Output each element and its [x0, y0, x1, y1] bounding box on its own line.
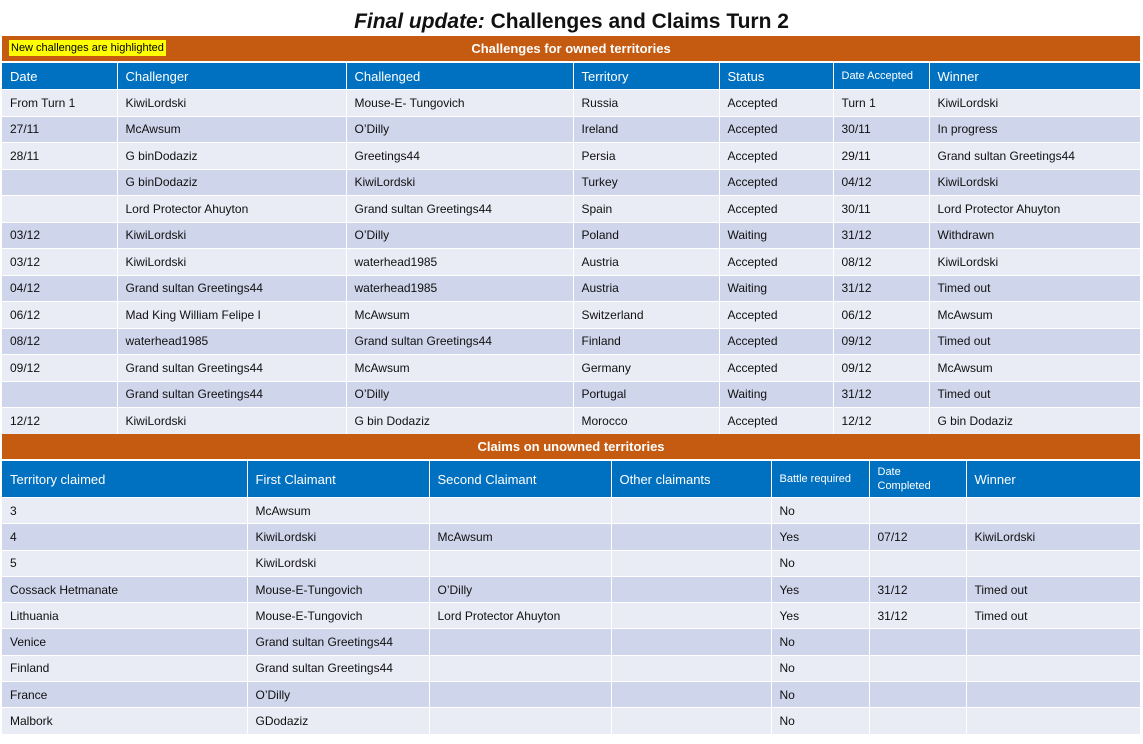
cell-winner: Timed out: [929, 381, 1140, 408]
col-header-winner: Winner: [929, 63, 1140, 90]
table-row: [2, 576, 1140, 602]
cell-status: Waiting: [719, 275, 833, 302]
cell-status: Accepted: [719, 408, 833, 435]
cell-winner: KiwiLordski: [929, 249, 1140, 276]
cell-winner: Timed out: [929, 275, 1140, 302]
col-header-territory: Territory: [573, 63, 719, 90]
col-header-other-claimants: Other claimants: [611, 461, 771, 498]
cell-other-claimants: [611, 576, 771, 602]
cell-date-accepted: 12/12: [833, 408, 929, 435]
table-row: [2, 381, 1140, 408]
cell-territory-claimed: France: [2, 682, 247, 708]
cell-challenged: Grand sultan Greetings44: [346, 328, 573, 355]
cell-challenged: McAwsum: [346, 302, 573, 329]
cell-winner: Timed out: [929, 328, 1140, 355]
cell-first-claimant: KiwiLordski: [247, 550, 429, 576]
cell-date-accepted: 09/12: [833, 328, 929, 355]
cell-date-completed: [869, 550, 966, 576]
cell-challenger: G binDodaziz: [117, 169, 346, 196]
col-header-status: Status: [719, 63, 833, 90]
cell-other-claimants: [611, 550, 771, 576]
table-row: [2, 408, 1140, 435]
cell-date-completed: [869, 708, 966, 734]
cell-territory: Spain: [573, 196, 719, 223]
cell-date: 12/12: [2, 408, 117, 435]
cell-date: 08/12: [2, 328, 117, 355]
cell-challenged: O’Dilly: [346, 222, 573, 249]
table-row: [2, 655, 1140, 681]
cell-status: Accepted: [719, 355, 833, 382]
cell-status: Accepted: [719, 90, 833, 117]
cell-winner: [966, 682, 1140, 708]
cell-first-claimant: Mouse-E-Tungovich: [247, 576, 429, 602]
cell-status: Waiting: [719, 222, 833, 249]
cell-challenged: Grand sultan Greetings44: [346, 196, 573, 223]
cell-challenged: waterhead1985: [346, 275, 573, 302]
cell-challenger: McAwsum: [117, 116, 346, 143]
cell-date: 04/12: [2, 275, 117, 302]
cell-date-completed: 31/12: [869, 576, 966, 602]
title-main: Challenges and Claims Turn 2: [490, 10, 789, 33]
cell-winner: [966, 498, 1140, 524]
cell-date-accepted: 30/11: [833, 116, 929, 143]
cell-territory: Ireland: [573, 116, 719, 143]
cell-second-claimant: [429, 550, 611, 576]
cell-winner: KiwiLordski: [929, 90, 1140, 117]
table-row: [2, 90, 1140, 117]
cell-winner: KiwiLordski: [929, 169, 1140, 196]
cell-battle-required: Yes: [771, 603, 869, 629]
cell-winner: [966, 655, 1140, 681]
cell-challenged: KiwiLordski: [346, 169, 573, 196]
cell-winner: [966, 550, 1140, 576]
cell-first-claimant: Mouse-E-Tungovich: [247, 603, 429, 629]
cell-territory: Germany: [573, 355, 719, 382]
cell-challenged: O’Dilly: [346, 116, 573, 143]
cell-date-completed: [869, 498, 966, 524]
cell-winner: Grand sultan Greetings44: [929, 143, 1140, 170]
cell-winner: [966, 708, 1140, 734]
cell-first-claimant: Grand sultan Greetings44: [247, 655, 429, 681]
cell-challenger: KiwiLordski: [117, 408, 346, 435]
cell-battle-required: No: [771, 629, 869, 655]
cell-challenger: G binDodaziz: [117, 143, 346, 170]
cell-first-claimant: Grand sultan Greetings44: [247, 629, 429, 655]
cell-date-accepted: 31/12: [833, 275, 929, 302]
cell-challenger: KiwiLordski: [117, 249, 346, 276]
cell-winner: McAwsum: [929, 302, 1140, 329]
cell-challenger: KiwiLordski: [117, 90, 346, 117]
cell-challenged: O’Dilly: [346, 381, 573, 408]
cell-battle-required: No: [771, 655, 869, 681]
cell-challenged: G bin Dodaziz: [346, 408, 573, 435]
cell-second-claimant: [429, 629, 611, 655]
date-completed-label: Date Completed: [877, 466, 931, 492]
table-header-row: [2, 63, 1140, 90]
section-heading-text: Challenges for owned territories: [471, 41, 671, 56]
cell-winner: In progress: [929, 116, 1140, 143]
page-title: [0, 6, 1143, 38]
cell-second-claimant: [429, 655, 611, 681]
cell-second-claimant: [429, 682, 611, 708]
cell-other-claimants: [611, 498, 771, 524]
cell-other-claimants: [611, 708, 771, 734]
cell-territory-claimed: Finland: [2, 655, 247, 681]
table-row: [2, 498, 1140, 524]
cell-date-accepted: 08/12: [833, 249, 929, 276]
col-header-date-accepted: Date Accepted: [833, 63, 929, 90]
cell-first-claimant: McAwsum: [247, 498, 429, 524]
cell-territory-claimed: Lithuania: [2, 603, 247, 629]
table-row: [2, 355, 1140, 382]
cell-winner: Lord Protector Ahuyton: [929, 196, 1140, 223]
table-row: [2, 249, 1140, 276]
cell-territory-claimed: Cossack Hetmanate: [2, 576, 247, 602]
cell-battle-required: Yes: [771, 524, 869, 550]
cell-status: Accepted: [719, 302, 833, 329]
highlight-legend: New challenges are highlighted: [11, 42, 164, 54]
table-row: [2, 629, 1140, 655]
cell-challenger: Lord Protector Ahuyton: [117, 196, 346, 223]
col-header-winner: Winner: [966, 461, 1140, 498]
cell-date: 27/11: [2, 116, 117, 143]
cell-other-claimants: [611, 682, 771, 708]
cell-winner: G bin Dodaziz: [929, 408, 1140, 435]
cell-date-accepted: 09/12: [833, 355, 929, 382]
table-row: [2, 524, 1140, 550]
cell-date-completed: [869, 629, 966, 655]
table-row: [2, 550, 1140, 576]
cell-battle-required: No: [771, 682, 869, 708]
cell-second-claimant: Lord Protector Ahuyton: [429, 603, 611, 629]
cell-date-accepted: 30/11: [833, 196, 929, 223]
table-row: [2, 275, 1140, 302]
cell-date: [2, 169, 117, 196]
cell-challenged: Mouse-E- Tungovich: [346, 90, 573, 117]
table-row: [2, 116, 1140, 143]
cell-battle-required: Yes: [771, 576, 869, 602]
cell-date-completed: 31/12: [869, 603, 966, 629]
table-row: [2, 143, 1140, 170]
col-header-second-claimant: Second Claimant: [429, 461, 611, 498]
col-header-date: Date: [2, 63, 117, 90]
cell-challenger: waterhead1985: [117, 328, 346, 355]
cell-winner: KiwiLordski: [966, 524, 1140, 550]
title-italic: Final update:: [354, 10, 485, 33]
cell-date: 03/12: [2, 249, 117, 276]
cell-other-claimants: [611, 655, 771, 681]
cell-challenger: Grand sultan Greetings44: [117, 355, 346, 382]
cell-winner: Timed out: [966, 603, 1140, 629]
cell-first-claimant: GDodaziz: [247, 708, 429, 734]
cell-date: 06/12: [2, 302, 117, 329]
cell-date-accepted: 04/12: [833, 169, 929, 196]
cell-date: From Turn 1: [2, 90, 117, 117]
cell-challenged: Greetings44: [346, 143, 573, 170]
cell-date-accepted: 31/12: [833, 222, 929, 249]
cell-territory: Persia: [573, 143, 719, 170]
cell-first-claimant: O’Dilly: [247, 682, 429, 708]
cell-date: [2, 381, 117, 408]
cell-date-completed: 07/12: [869, 524, 966, 550]
cell-date-accepted: Turn 1: [833, 90, 929, 117]
cell-territory-claimed: 3: [2, 498, 247, 524]
cell-date-completed: [869, 682, 966, 708]
cell-status: Accepted: [719, 196, 833, 223]
col-header-challenger: Challenger: [117, 63, 346, 90]
section-heading-claims: [2, 434, 1140, 459]
cell-territory-claimed: 4: [2, 524, 247, 550]
cell-winner: [966, 629, 1140, 655]
cell-second-claimant: [429, 708, 611, 734]
cell-status: Accepted: [719, 116, 833, 143]
cell-status: Accepted: [719, 169, 833, 196]
cell-battle-required: No: [771, 550, 869, 576]
cell-territory: Austria: [573, 275, 719, 302]
cell-date-accepted: 29/11: [833, 143, 929, 170]
cell-other-claimants: [611, 603, 771, 629]
cell-date: 03/12: [2, 222, 117, 249]
cell-winner: Withdrawn: [929, 222, 1140, 249]
cell-other-claimants: [611, 524, 771, 550]
cell-winner: McAwsum: [929, 355, 1140, 382]
table-row: [2, 708, 1140, 734]
cell-territory: Poland: [573, 222, 719, 249]
cell-territory: Russia: [573, 90, 719, 117]
table-row: [2, 196, 1140, 223]
cell-status: Accepted: [719, 249, 833, 276]
cell-battle-required: No: [771, 498, 869, 524]
cell-second-claimant: O’Dilly: [429, 576, 611, 602]
cell-date: 09/12: [2, 355, 117, 382]
cell-challenged: McAwsum: [346, 355, 573, 382]
table-header-row: [2, 461, 1140, 498]
cell-challenged: waterhead1985: [346, 249, 573, 276]
table-row: [2, 328, 1140, 355]
claims-table: [2, 461, 1141, 735]
col-header-date-completed: [869, 461, 966, 498]
section-heading-challenges: [2, 36, 1140, 61]
col-header-first-claimant: First Claimant: [247, 461, 429, 498]
table-row: [2, 302, 1140, 329]
col-header-challenged: Challenged: [346, 63, 573, 90]
table-row: [2, 603, 1140, 629]
cell-battle-required: No: [771, 708, 869, 734]
cell-challenger: KiwiLordski: [117, 222, 346, 249]
cell-second-claimant: [429, 498, 611, 524]
cell-territory: Morocco: [573, 408, 719, 435]
cell-territory: Austria: [573, 249, 719, 276]
table-row: [2, 222, 1140, 249]
section-heading-text: Claims on unowned territories: [477, 439, 665, 454]
table-row: [2, 169, 1140, 196]
cell-date: 28/11: [2, 143, 117, 170]
cell-status: Accepted: [719, 143, 833, 170]
cell-date-accepted: 06/12: [833, 302, 929, 329]
cell-challenger: Grand sultan Greetings44: [117, 381, 346, 408]
table-row: [2, 682, 1140, 708]
cell-territory-claimed: Malbork: [2, 708, 247, 734]
cell-challenger: Mad King William Felipe I: [117, 302, 346, 329]
cell-date: [2, 196, 117, 223]
cell-other-claimants: [611, 629, 771, 655]
cell-status: Waiting: [719, 381, 833, 408]
cell-first-claimant: KiwiLordski: [247, 524, 429, 550]
cell-date-accepted: 31/12: [833, 381, 929, 408]
cell-second-claimant: McAwsum: [429, 524, 611, 550]
cell-territory-claimed: Venice: [2, 629, 247, 655]
cell-challenger: Grand sultan Greetings44: [117, 275, 346, 302]
cell-territory: Switzerland: [573, 302, 719, 329]
col-header-battle-required: Battle required: [771, 461, 869, 498]
cell-territory-claimed: 5: [2, 550, 247, 576]
cell-territory: Finland: [573, 328, 719, 355]
challenges-table: [2, 63, 1141, 435]
cell-winner: Timed out: [966, 576, 1140, 602]
cell-status: Accepted: [719, 328, 833, 355]
cell-territory: Portugal: [573, 381, 719, 408]
col-header-territory-claimed: Territory claimed: [2, 461, 247, 498]
cell-date-completed: [869, 655, 966, 681]
cell-territory: Turkey: [573, 169, 719, 196]
